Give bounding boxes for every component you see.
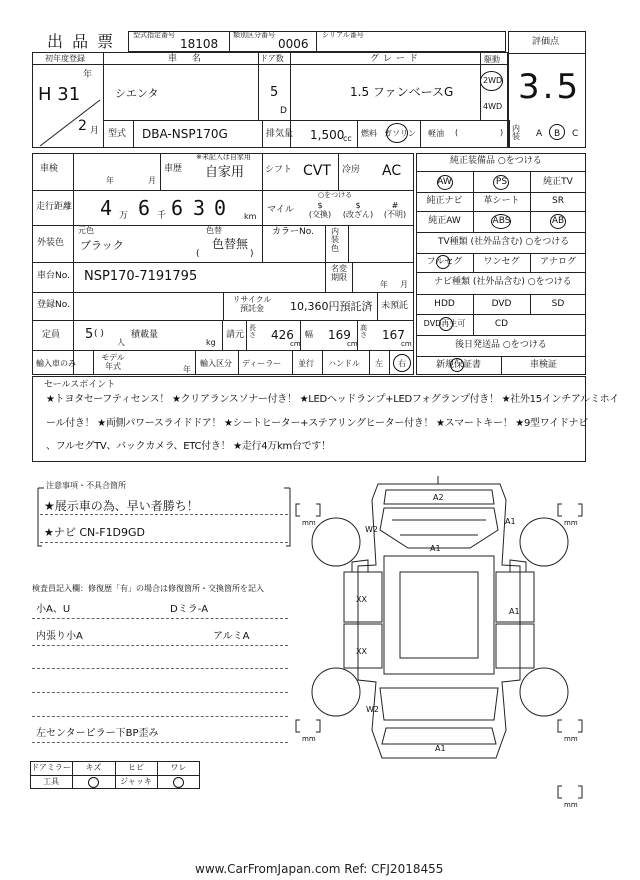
equip-navi: 純正ナビ <box>426 196 463 206</box>
displacement-label: 排気量 <box>266 129 294 139</box>
car-name: シエンタ <box>115 87 159 100</box>
equip-aw: AW <box>437 177 452 187</box>
model-label: 型式 <box>108 129 127 139</box>
exterior-label: 外装色 <box>37 238 65 248</box>
model: DBA-NSP170G <box>142 127 228 141</box>
sales-line-1: ★トヨタセーフティセンス！ ★クリアランスソナー付き！ ★LEDヘッドランプ+LEDフォグランプ付き！ ★社外15インチアルミホイ <box>46 394 619 405</box>
type-no-label: 型式指定番号 <box>133 31 175 39</box>
inspector-item-2a: 内張り小A <box>36 631 83 642</box>
navi-dvd: DVD <box>491 299 512 309</box>
genuine-label: 純正装備品 ○をつける <box>450 156 542 166</box>
interior-color-label: 内装色 <box>331 227 339 253</box>
fuel-gasoline: ガソリン <box>384 129 416 138</box>
first-reg-month: 2 <box>78 118 87 134</box>
import-dealer: ディーラー <box>242 359 282 368</box>
mark-rear-glass: W2 <box>366 705 379 714</box>
mark-front-bumper: A2 <box>433 493 444 502</box>
length-label: 長さ <box>249 324 256 340</box>
car-name-label: 車 名 <box>168 54 207 64</box>
mark-hood: A1 <box>430 544 441 553</box>
category-no: 0006 <box>278 37 309 51</box>
height-value: 167 <box>382 328 405 342</box>
type-no: 18108 <box>180 37 219 51</box>
use-note: ※未記入は自家用 <box>196 153 251 161</box>
capacity-label: 定員 <box>42 330 61 340</box>
recycle-value: 10,360円預託済 <box>290 300 373 313</box>
mark-front-right: A1 <box>505 517 516 526</box>
width-value: 169 <box>328 328 351 342</box>
score-label: 評価点 <box>532 37 560 47</box>
tv-fullseg: フルセグ <box>426 257 463 267</box>
handle-right: 右 <box>398 359 406 368</box>
interior-grade-a: A <box>536 129 543 139</box>
height-label: 高さ <box>360 324 367 340</box>
ac-label: 冷房 <box>342 165 361 175</box>
recycle-unpaid: 未預託 <box>381 301 409 311</box>
displacement: 1,500 <box>310 128 345 142</box>
mark-rear-bumper: A1 <box>435 744 446 753</box>
navi-label: ナビ種類 (社外品含む) ○をつける <box>434 277 572 287</box>
drive-label: 駆動 <box>484 55 500 64</box>
equip-ps: PS <box>495 177 508 187</box>
legend-mirror: ドアミラー <box>31 763 71 772</box>
mileage-digit-3: 6 <box>171 196 184 220</box>
mark-left-front-door: XX <box>356 595 367 604</box>
note-line-2: ★ナビ CN-F1D9GD <box>44 526 146 539</box>
category-no-label: 類別区分番号 <box>233 31 275 39</box>
model-year-label: モデル 年式 <box>101 353 125 372</box>
interior-grade-c: C <box>572 129 579 139</box>
inspector-item-1b: Dミラ-A <box>170 604 209 615</box>
import-parallel: 並行 <box>298 359 314 368</box>
name-change-label: 名変 期限 <box>331 264 347 283</box>
equip-tv: 純正TV <box>543 177 573 187</box>
later-label: 後日発送品 ○をつける <box>455 340 547 350</box>
notes-label: 注意事項・不具合箇所 <box>46 481 126 490</box>
tamper-label: $ (改ざん) <box>342 201 374 220</box>
equip-abs: ABS <box>492 216 511 226</box>
legend-tools: 工具 <box>43 777 59 786</box>
tv-label: TV種類 (社外品含む) ○をつける <box>438 237 570 247</box>
mileage-digit-2: 6 <box>138 196 151 220</box>
load-label: 積載量 <box>131 330 159 340</box>
note-line-1: ★展示車の為、早い者勝ち！ <box>44 499 199 513</box>
later-inspection: 車検証 <box>529 360 557 370</box>
capacity-value: 5 <box>85 327 94 342</box>
color-change-label: 色替 <box>206 226 222 235</box>
mileage-digit-4: 3 <box>193 196 206 220</box>
use-value: 自家用 <box>205 165 245 180</box>
use-label: 車歴 <box>164 164 183 174</box>
inspector-item-2b: アルミA <box>213 631 250 642</box>
mileage-label: 走行距離 <box>36 202 73 212</box>
recycle-label: リサイクル 預託金 <box>232 295 272 314</box>
tv-analog: アナログ <box>539 257 576 267</box>
fuel-label: 燃料 <box>361 129 377 138</box>
original-color-label: 元色 <box>78 226 94 235</box>
grade-label: グレード <box>370 54 423 64</box>
interior-grade-b: B <box>554 129 561 139</box>
first-reg-label: 初年度登録 <box>45 54 85 63</box>
shift-value: CVT <box>303 163 331 179</box>
drive-2wd: 2WD <box>483 76 503 85</box>
doors-label: ドア数 <box>260 54 284 63</box>
chassis-no: NSP170-7191795 <box>84 269 198 284</box>
tread-rr-mm: mm <box>564 735 578 743</box>
equip-genuine-aw: 純正AW <box>428 216 461 226</box>
mileage-circle-note: ○をつける <box>318 191 353 199</box>
color-change-value: 色替無 <box>212 237 249 251</box>
length-value: 426 <box>271 328 294 342</box>
reg-no-label: 登録No. <box>37 300 70 310</box>
fuel-diesel: 軽油 <box>428 129 444 138</box>
navi-hdd: HDD <box>434 299 455 309</box>
grade: 1.5 ファンベースG <box>350 85 454 99</box>
footer-ref: www.CarFromJapan.com Ref: CFJ2018455 <box>195 862 444 876</box>
ac-value: AC <box>382 163 402 179</box>
import-label: 輸入車のみ <box>36 359 76 368</box>
mile-label: マイル <box>267 205 294 215</box>
unknown-label: # (不明) <box>383 201 407 220</box>
mileage-digit-1: 4 <box>100 196 113 220</box>
mark-windshield: W2 <box>365 525 378 534</box>
import-type-label: 輸入区分 <box>200 359 232 368</box>
handle-label: ハンドル <box>328 359 360 368</box>
claim-label: 請元 <box>226 330 245 340</box>
legend-crack: ヒビ <box>128 763 144 772</box>
first-reg-year: H 31 <box>38 84 81 105</box>
page-title: 出 品 票 <box>47 32 116 51</box>
inspector-label: 検査員記入欄：修復歴「有」の場合は修復箇所・交換箇所を記入 <box>32 584 264 593</box>
serial-label: シリアル番号 <box>322 31 364 39</box>
tread-rl-mm: mm <box>302 735 316 743</box>
navi-sd: SD <box>551 299 565 309</box>
navi-dvd-play: DVD再生可 <box>423 319 466 328</box>
tread-spare-mm: mm <box>564 801 578 809</box>
equip-leather: 革シート <box>483 196 520 206</box>
interior-label: 内装 <box>512 124 520 142</box>
sales-line-3: 、フルセグTV、バックカメラ、ETC付き！ ★走行4万km台です！ <box>46 441 331 452</box>
legend-break: ワレ <box>170 763 187 772</box>
mark-left-rear-door: XX <box>356 647 367 656</box>
navi-cd: CD <box>494 319 509 329</box>
score-value: 3.5 <box>518 67 582 107</box>
later-warranty: 新規保証書 <box>435 360 481 370</box>
legend-jack: ジャッキ <box>120 777 152 786</box>
mileage-digit-5: 0 <box>214 196 227 220</box>
handle-left: 左 <box>375 359 383 368</box>
mark-right-front-door: A1 <box>509 607 520 616</box>
exterior-color: ブラック <box>80 239 124 252</box>
equip-sr: SR <box>552 196 564 206</box>
doors: 5 <box>270 85 279 100</box>
legend-scratch: キズ <box>85 763 102 772</box>
tv-oneseg: ワンセグ <box>483 257 520 267</box>
exchange-label: $ (交換) <box>308 201 332 220</box>
shift-label: シフト <box>265 165 293 175</box>
inspection-label: 車検 <box>40 164 59 174</box>
inspector-item-5a: 左センターピラー下BP歪み <box>36 728 159 739</box>
width-label: 幅 <box>305 330 313 339</box>
tread-fl-mm: mm <box>302 519 316 527</box>
drive-4wd: 4WD <box>483 102 503 111</box>
sales-line-2: ール付き！ ★両側パワースライドドア！ ★シートヒーター+ステアリングヒーター付き！ ★スマートキー！ ★9型ワイドナビ <box>46 418 588 429</box>
color-no-title: カラーNo. <box>272 227 314 237</box>
tread-fr-mm: mm <box>564 519 578 527</box>
inspector-item-1a: 小A、U <box>36 604 71 615</box>
equip-ab: AB <box>551 216 565 226</box>
sales-label: セールスポイント <box>44 380 116 390</box>
chassis-label: 車台No. <box>37 271 70 281</box>
